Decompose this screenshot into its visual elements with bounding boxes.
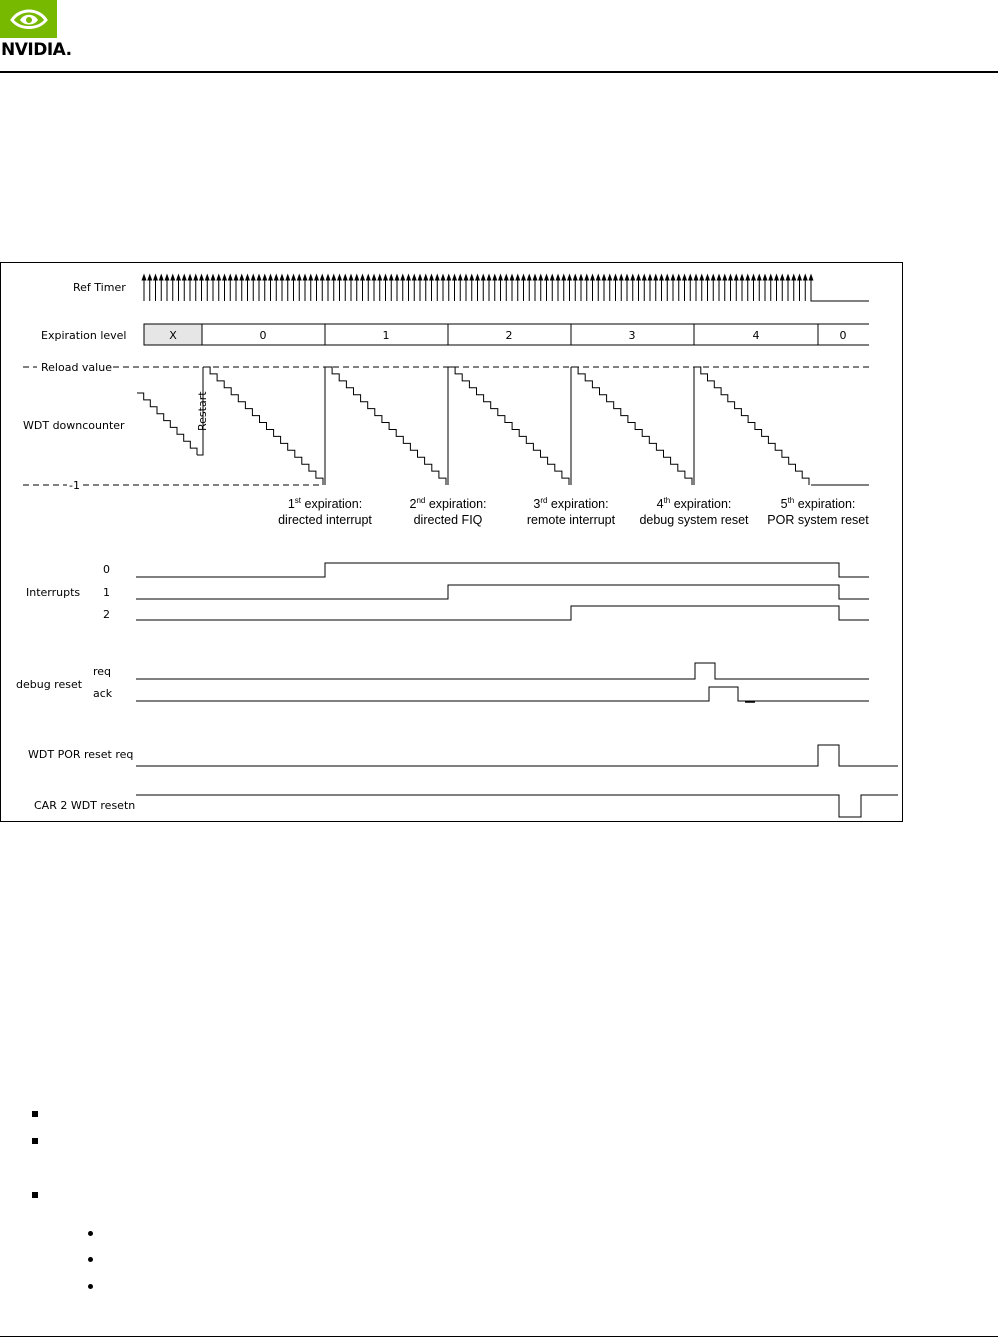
expiration-3-title: 3rd expiration:: [533, 496, 609, 511]
wdt-downcounter-staircases: [137, 367, 809, 485]
expiration-3-action: remote interrupt: [526, 513, 616, 527]
ref-timer-arrowhead: [746, 275, 750, 280]
ref-timer-arrowhead: [430, 275, 434, 280]
interrupt-0-label: 0: [103, 563, 110, 576]
level-0b: 0: [839, 329, 847, 342]
ref-timer-arrowhead: [527, 275, 531, 280]
expiration-level-label: Expiration level: [41, 329, 127, 342]
ref-timer-arrowhead: [412, 275, 416, 280]
ref-timer-arrowhead: [545, 275, 549, 280]
ref-timer-arrowhead: [378, 275, 382, 280]
interrupt-2-label: 2: [103, 608, 110, 621]
ref-timer-arrowhead: [171, 275, 175, 280]
counter-stair-0: [203, 367, 323, 485]
ref-timer-arrowhead: [654, 275, 658, 280]
ref-timer-arrowhead: [297, 275, 301, 280]
ref-timer-arrowhead: [240, 275, 244, 280]
debug-req-label: req: [93, 665, 112, 678]
expiration-5-title: 5th expiration:: [780, 496, 856, 511]
ref-timer-arrowhead: [688, 275, 692, 280]
header-rule: [0, 71, 998, 73]
interrupts-label: Interrupts: [26, 586, 81, 599]
wdt-downcounter-label: WDT downcounter: [23, 419, 125, 432]
ref-timer-arrowhead: [453, 275, 457, 280]
ref-timer-arrowhead: [384, 275, 388, 280]
ref-timer-arrowhead: [798, 275, 802, 280]
expiration-captions: [278, 496, 869, 527]
level-4: 4: [752, 329, 760, 342]
counter-stair-initial: [137, 393, 197, 455]
ref-timer-arrowhead: [401, 275, 405, 280]
debug-reset-label: debug reset: [16, 678, 83, 691]
ref-timer-arrowhead: [683, 275, 687, 280]
wdt-timing-diagram: [0, 262, 903, 822]
ref-timer-arrowhead: [516, 275, 520, 280]
ref-timer-arrowhead: [648, 275, 652, 280]
bullet-dot: [88, 1257, 93, 1262]
ref-timer-arrowhead: [671, 275, 675, 280]
ref-timer-arrowhead: [763, 275, 767, 280]
debug-ack-label: ack: [93, 687, 113, 700]
car2-wdt-resetn-label: CAR 2 WDT resetn: [34, 799, 136, 812]
ref-timer-arrowhead: [154, 275, 158, 280]
level-2: 2: [505, 329, 513, 342]
ref-timer-arrowhead: [366, 275, 370, 280]
ref-timer-arrowhead: [257, 275, 261, 280]
ref-timer-arrowhead: [470, 275, 474, 280]
ref-timer-arrowhead: [447, 275, 451, 280]
counter-stair-3: [571, 367, 692, 485]
bullet-dot: [88, 1231, 93, 1236]
ref-timer-arrowhead: [148, 275, 152, 280]
footer-rule: [0, 1336, 998, 1337]
car2-wdt-resetn-waveform: [136, 795, 898, 817]
ref-timer-arrowhead: [504, 275, 508, 280]
ref-timer-arrowhead: [694, 275, 698, 280]
ref-timer-arrowhead: [809, 275, 813, 280]
logo-text: NVIDIA.: [1, 40, 72, 60]
interrupt-1-label: 1: [103, 586, 110, 599]
expiration-4-action: debug system reset: [639, 513, 749, 527]
ref-timer-arrowhead: [458, 275, 462, 280]
ref-timer-arrowhead: [292, 275, 296, 280]
ref-timer-arrowhead: [729, 275, 733, 280]
timing-diagram-svg: [1, 263, 904, 823]
ref-timer-arrowhead: [625, 275, 629, 280]
ref-timer-arrowhead: [338, 275, 342, 280]
ref-timer-arrowhead: [332, 275, 336, 280]
counter-stair-4: [694, 367, 809, 485]
ref-timer-arrowhead: [711, 275, 715, 280]
debug-ack-waveform: [136, 687, 869, 701]
bullet-square: [32, 1111, 38, 1117]
counter-stair-1: [325, 367, 446, 485]
ref-timer-arrowhead: [614, 275, 618, 280]
ref-timer-arrowhead: [418, 275, 422, 280]
level-0: 0: [259, 329, 267, 342]
ref-timer-arrowhead: [309, 275, 313, 280]
expiration-1-action: directed interrupt: [278, 513, 372, 527]
ref-timer-arrowhead: [677, 275, 681, 280]
ref-timer-arrowhead: [205, 275, 209, 280]
ref-timer-arrowhead: [539, 275, 543, 280]
ref-timer-arrowhead: [487, 275, 491, 280]
ref-timer-arrowhead: [481, 275, 485, 280]
expiration-5-action: POR system reset: [767, 513, 869, 527]
ref-timer-arrowhead: [424, 275, 428, 280]
ref-timer-arrowhead: [280, 275, 284, 280]
ref-timer-arrowhead: [274, 275, 278, 280]
ref-timer-arrowhead: [700, 275, 704, 280]
ref-timer-arrowhead: [550, 275, 554, 280]
ref-timer-arrowhead: [372, 275, 376, 280]
ref-timer-arrowhead: [435, 275, 439, 280]
level-3: 3: [628, 329, 636, 342]
ref-timer-arrowhead: [142, 275, 146, 280]
ref-timer-arrowhead: [573, 275, 577, 280]
ref-timer-arrowhead: [407, 275, 411, 280]
ref-timer-arrowhead: [585, 275, 589, 280]
ref-timer-arrowhead: [476, 275, 480, 280]
expiration-2-action: directed FIQ: [413, 513, 483, 527]
ref-timer-arrowhead: [246, 275, 250, 280]
ref-timer-arrowhead: [780, 275, 784, 280]
expiration-level-bar: [144, 324, 869, 345]
ref-timer-arrowhead: [792, 275, 796, 280]
ref-timer-arrowhead: [665, 275, 669, 280]
ref-timer-arrowhead: [217, 275, 221, 280]
ref-timer-arrowhead: [803, 275, 807, 280]
ref-timer-arrowhead: [510, 275, 514, 280]
ref-timer-arrowhead: [752, 275, 756, 280]
ref-timer-arrowhead: [608, 275, 612, 280]
ref-timer-arrowhead: [395, 275, 399, 280]
ref-timer-arrowhead: [165, 275, 169, 280]
ref-timer-arrowhead: [315, 275, 319, 280]
level-1: 1: [382, 329, 390, 342]
ref-timer-arrowhead: [320, 275, 324, 280]
ref-timer-arrowhead: [602, 275, 606, 280]
ref-timer-arrowhead: [228, 275, 232, 280]
restart-label: Restart: [196, 391, 209, 431]
ref-timer-arrowhead: [355, 275, 359, 280]
ref-timer-label: Ref Timer: [73, 281, 126, 294]
ref-timer-arrowhead: [660, 275, 664, 280]
ref-timer-arrowhead: [757, 275, 761, 280]
expiration-4-title: 4th expiration:: [656, 496, 732, 511]
wdt-por-reset-req-label: WDT POR reset req: [28, 748, 134, 761]
ref-timer-arrowhead: [775, 275, 779, 280]
ref-timer-arrowhead: [556, 275, 560, 280]
ref-timer-arrowhead: [706, 275, 710, 280]
nvidia-eye-icon: [0, 0, 57, 38]
ref-timer-arrowhead: [533, 275, 537, 280]
level-x: X: [169, 329, 177, 342]
interrupt-2-waveform: [136, 606, 869, 620]
ref-timer-arrowhead: [159, 275, 163, 280]
ref-timer-arrowhead: [343, 275, 347, 280]
expiration-1-title: 1st expiration:: [287, 496, 363, 511]
ref-timer-arrowhead: [642, 275, 646, 280]
wdt-por-reset-req-waveform: [136, 745, 898, 766]
ref-timer-arrowhead: [591, 275, 595, 280]
ref-timer-arrowhead: [326, 275, 330, 280]
ref-timer-arrowhead: [286, 275, 290, 280]
ref-timer-arrowhead: [177, 275, 181, 280]
ref-timer-arrowhead: [464, 275, 468, 280]
bullet-square: [32, 1138, 38, 1144]
ref-timer-arrowhead: [769, 275, 773, 280]
ref-timer-arrowhead: [251, 275, 255, 280]
reload-value-label: Reload value: [41, 361, 112, 374]
ref-timer-arrowhead: [349, 275, 353, 280]
ref-timer-arrowhead: [734, 275, 738, 280]
ref-timer-arrowhead: [619, 275, 623, 280]
ref-timer-arrowhead: [200, 275, 204, 280]
debug-req-waveform: [136, 663, 869, 679]
ref-timer-arrowhead: [303, 275, 307, 280]
ref-timer-arrowhead: [211, 275, 215, 280]
minus-one-label: -1: [69, 479, 80, 492]
ref-timer-arrowhead: [188, 275, 192, 280]
counter-stair-2: [448, 367, 569, 485]
ref-timer-arrows: [142, 275, 813, 301]
ref-timer-arrowhead: [723, 275, 727, 280]
ref-timer-arrowhead: [786, 275, 790, 280]
ref-timer-arrowhead: [361, 275, 365, 280]
interrupt-0-waveform: [136, 563, 869, 577]
ref-timer-arrowhead: [182, 275, 186, 280]
ref-timer-arrowhead: [740, 275, 744, 280]
bullet-square: [32, 1192, 38, 1198]
ref-timer-arrowhead: [389, 275, 393, 280]
bullet-dot: [88, 1284, 93, 1289]
ref-timer-arrowhead: [194, 275, 198, 280]
ref-timer-arrowhead: [263, 275, 267, 280]
ref-timer-arrowhead: [596, 275, 600, 280]
ref-timer-stop: [811, 285, 869, 301]
ref-timer-arrowhead: [441, 275, 445, 280]
ref-timer-arrowhead: [637, 275, 641, 280]
ref-timer-arrowhead: [579, 275, 583, 280]
ref-timer-arrowhead: [717, 275, 721, 280]
ref-timer-arrowhead: [631, 275, 635, 280]
expiration-2-title: 2nd expiration:: [409, 496, 487, 511]
ref-timer-arrowhead: [522, 275, 526, 280]
interrupt-1-waveform: [136, 585, 869, 599]
ref-timer-arrowhead: [568, 275, 572, 280]
ref-timer-arrowhead: [499, 275, 503, 280]
ref-timer-arrowhead: [562, 275, 566, 280]
ref-timer-arrowhead: [493, 275, 497, 280]
ref-timer-arrowhead: [269, 275, 273, 280]
ref-timer-arrowhead: [223, 275, 227, 280]
ref-timer-arrowhead: [234, 275, 238, 280]
